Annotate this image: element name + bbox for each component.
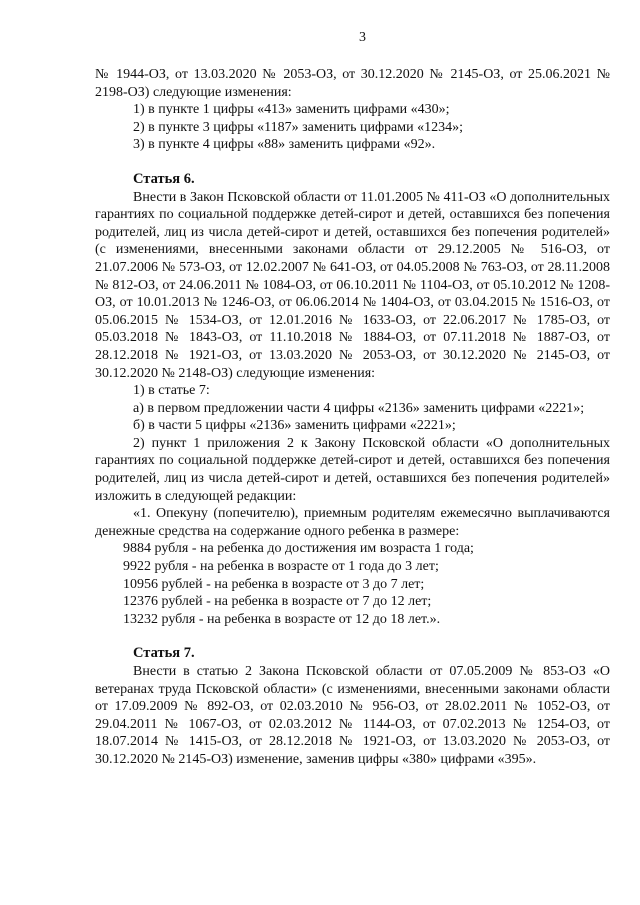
article-6-item-1: 1) в статье 7:: [133, 383, 210, 399]
amount-line: 10956 рублей - на ребенка в возрасте от 3 до 7 лет;: [123, 576, 425, 592]
intro-item-3: 3) в пункте 4 цифры «88» заменить цифрами «92».: [133, 137, 436, 153]
article-6-intro: Внести в Закон Псковской области от 11.01.2005 № 411-ОЗ «О дополнительных гарантиях по социальной поддержке детей-сирот и детей, оставшихся без попечения родителей, лиц из числа детей-сирот и детей, оставшихся без попечения родителей» (с изменениями, внесенными законами области от 29.12.2005 № 516-ОЗ, от 21.07.2006 № 573-ОЗ, от 12.02.2007 № 641-ОЗ, от 04.05.2008 № 763-ОЗ, от 28.11.2008 № 812-ОЗ, от 24.06.2011 № 1084-ОЗ, от 06.10.2011 № 1104-ОЗ, от 05.10.2012 № 1208-ОЗ, от 10.01.2013 № 1246-ОЗ, от 06.06.2014 № 1404-ОЗ, от 03.04.2015 № 1516-ОЗ, от 05.06.2015 № 1534-ОЗ, от 12.01.2016 № 1633-ОЗ, от 22.06.2017 № 1785-ОЗ, от 05.03.2018 № 1843-ОЗ, от 11.10.2018 № 1884-ОЗ, от 07.11.2018 № 1887-ОЗ, от 28.12.2018 № 1921-ОЗ, от 13.03.2020 № 2053-ОЗ, от 30.12.2020 № 2145-ОЗ, от 30.12.2020 № 2148-ОЗ) следующие изменения:: [95, 189, 610, 381]
article-7-heading: Статья 7.: [133, 645, 195, 662]
amount-line: 12376 рублей - на ребенка в возрасте от 7 до 12 лет;: [123, 594, 432, 610]
article-7-text: Внести в статью 2 Закона Псковской области от 07.05.2009 № 853-ОЗ «О ветеранах труда Псковской области» (с изменениями, внесенными законами области от 17.09.2009 № 892-ОЗ, от 02.03.2010 № 956-ОЗ, от 28.02.2011 № 1052-ОЗ, от 29.04.2011 № 1067-ОЗ, от 02.03.2012 № 1144-ОЗ, от 07.02.2013 № 1254-ОЗ, от 18.07.2014 № 1415-ОЗ, от 28.12.2018 № 1921-ОЗ, от 13.03.2020 № 2053-ОЗ, от 30.12.2020 № 2145-ОЗ) изменение, заменив цифры «380» цифрами «395».: [95, 664, 610, 767]
intro-continuation: № 1944-ОЗ, от 13.03.2020 № 2053-ОЗ, от 30.12.2020 № 2145-ОЗ, от 25.06.2021 № 2198-ОЗ) следующие изменения:: [95, 67, 610, 100]
article-6-item-2: 2) пункт 1 приложения 2 к Закону Псковской области «О дополнительных гарантиях по социальной поддержке детей-сирот и детей, оставшихся без попечения родителей, лиц из числа детей-сирот и детей, оставшихся без попечения родителей» изложить в следующей редакции:: [95, 435, 610, 504]
article-6-heading: Статья 6.: [133, 170, 195, 187]
page-number: 3: [359, 30, 366, 45]
article-6-item-1b: б) в части 5 цифры «2136» заменить цифрами «2221»;: [133, 418, 456, 434]
section-gap: [95, 628, 610, 645]
intro-item-1: 1) в пункте 1 цифры «413» заменить цифрами «430»;: [133, 102, 450, 118]
amount-line: 9922 рубля - на ребенка в возрасте от 1 года до 3 лет;: [123, 559, 439, 575]
article-6-item-1a: а) в первом предложении части 4 цифры «2136» заменить цифрами «2221»;: [133, 400, 585, 416]
article-6-quote: «1. Опекуну (попечителю), приемным родителям ежемесячно выплачиваются денежные средства на содержание одного ребенка в размере:: [95, 506, 610, 539]
amount-line: 13232 рубля - на ребенка в возрасте от 12 до 18 лет.».: [123, 611, 441, 627]
amount-line: 9884 рубля - на ребенка до достижения им возраста 1 года;: [123, 541, 474, 557]
intro-item-2: 2) в пункте 3 цифры «1187» заменить цифрами «1234»;: [133, 119, 463, 135]
